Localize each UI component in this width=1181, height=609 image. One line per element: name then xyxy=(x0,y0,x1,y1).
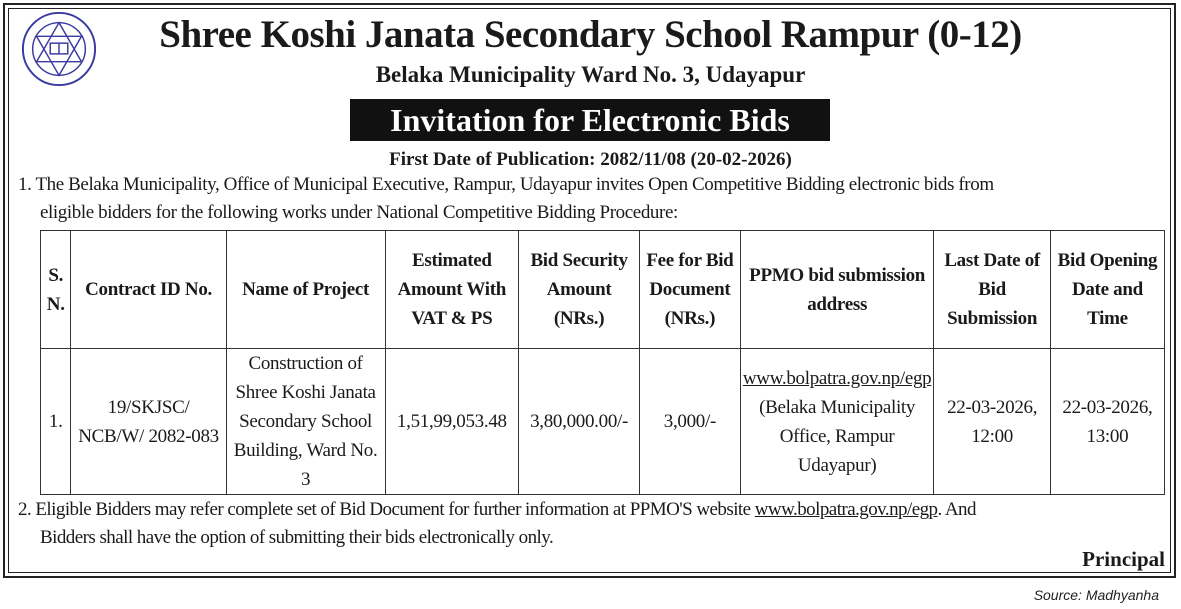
publication-date: First Date of Publication: 2082/11/08 (20-02-2026) xyxy=(389,149,792,170)
cell-ppmo-address xyxy=(740,349,934,495)
bolpatra-link[interactable]: www.bolpatra.gov.np/egp xyxy=(742,367,932,389)
cell-project: Construction of Shree Koshi Janata Secondary School Building, Ward No. 3 xyxy=(226,349,385,495)
bolpatra-link[interactable]: www.bolpatra.gov.np/egp xyxy=(754,499,938,520)
table-row xyxy=(41,349,1165,495)
school-address: Belaka Municipality Ward No. 3, Udayapur xyxy=(375,62,806,87)
cell-fee: 3,000/- xyxy=(639,349,740,495)
header-sn: S. N. xyxy=(41,231,71,349)
header-last-date: Last Date of Bid Submission xyxy=(934,231,1050,349)
header-bid-security: Bid Security Amount (NRs.) xyxy=(519,231,640,349)
para-number: 1. xyxy=(18,174,32,195)
header-estimated-amount: Estimated Amount With VAT & PS xyxy=(385,231,519,349)
cell-estimated-amount: 1,51,99,053.48 xyxy=(385,349,519,495)
para-text: Eligible Bidders may refer complete set of Bid Document for further information at PPMO'S website xyxy=(35,499,755,520)
school-name: Shree Koshi Janata Secondary School Rampur (0-12) xyxy=(159,13,1022,56)
source-credit: Source: Madhyanha xyxy=(1033,587,1159,603)
address-text: (Belaka Municipality Office, Rampur Udayapur) xyxy=(759,396,916,476)
header-fee: Fee for Bid Document (NRs.) xyxy=(639,231,740,349)
para-text: . And xyxy=(937,499,976,520)
bid-table xyxy=(40,230,1165,495)
header-opening: Bid Opening Date and Time xyxy=(1050,231,1164,349)
signature: Principal xyxy=(1082,547,1165,571)
table-header-row xyxy=(41,231,1165,349)
para-text: Bidders shall have the option of submitting their bids electronically only. xyxy=(40,527,554,548)
header-project: Name of Project xyxy=(226,231,385,349)
paragraph-1 xyxy=(18,171,1168,227)
notice-title: Invitation for Electronic Bids xyxy=(350,99,830,141)
cell-opening: 22-03-2026, 13:00 xyxy=(1050,349,1164,495)
cell-contract-id: 19/SKJSC/ NCB/W/ 2082-083 xyxy=(71,349,226,495)
header-contract-id: Contract ID No. xyxy=(71,231,226,349)
header-ppmo-address: PPMO bid submission address xyxy=(740,231,934,349)
para-number: 2. xyxy=(18,499,32,520)
cell-sn: 1. xyxy=(41,349,71,495)
para-text: The Belaka Municipality, Office of Municipal Executive, Rampur, Udayapur invites Open Competitive Bidding electronic bids from xyxy=(35,174,994,195)
cell-last-date: 22-03-2026, 12:00 xyxy=(934,349,1050,495)
paragraph-2 xyxy=(18,496,1168,552)
para-text: eligible bidders for the following works under National Competitive Bidding Procedure: xyxy=(40,202,678,223)
cell-bid-security: 3,80,000.00/- xyxy=(519,349,640,495)
